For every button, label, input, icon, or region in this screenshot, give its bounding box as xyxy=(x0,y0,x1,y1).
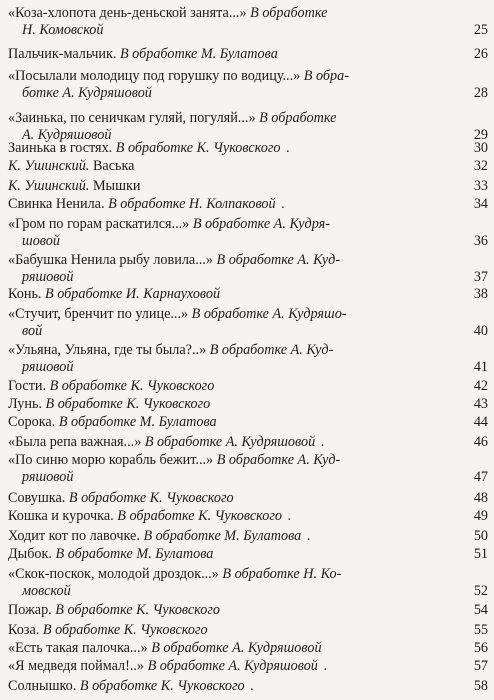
entry-title: Гости. xyxy=(8,378,47,394)
leader-dots: . xyxy=(244,678,256,694)
entry-credit: ботке А. Кудряшовой xyxy=(22,85,152,101)
leader-dots: . xyxy=(317,658,329,674)
toc-entry xyxy=(8,640,488,657)
entry-credit: В обработке М. Булатова xyxy=(55,414,217,430)
page-number: 56 xyxy=(473,640,488,656)
entry-credit: В обработке М. Булатова xyxy=(116,46,278,62)
entry-title: Кошка и курочка. xyxy=(8,508,114,524)
page-number: 44 xyxy=(473,414,488,430)
entry-credit: В обработке xyxy=(255,110,337,126)
entry-credit: В обработке К. Чуковского xyxy=(113,508,282,524)
entry-title: Пальчик-мальчик. xyxy=(8,46,117,62)
entry-credit: В обработке А. Куд- xyxy=(212,252,341,268)
toc-entry-line xyxy=(8,658,488,675)
toc-entry-line xyxy=(8,158,488,175)
entry-credit: В обработке К. Чуковского xyxy=(65,490,234,506)
leader-dots: . xyxy=(280,140,292,156)
toc-entry-continuation xyxy=(8,233,488,250)
page-number: 38 xyxy=(473,286,488,302)
toc-entry-line xyxy=(8,546,488,563)
entry-credit: мовской xyxy=(22,583,71,599)
entry-title: «Гром по горам раскатился...» xyxy=(8,216,190,232)
entry-title: «Скок-поскок, молодой дроздок...» xyxy=(8,566,219,582)
page-number: 50 xyxy=(473,528,488,544)
page-number: 34 xyxy=(473,196,488,212)
toc-entry-line xyxy=(8,140,488,157)
entry-credit: вой xyxy=(22,323,43,339)
entry-credit: В обработке А. Кудряшовой xyxy=(144,658,318,674)
entry-credit: В обработке И. Карнауховой xyxy=(41,286,221,302)
entry-credit: Н. Комовской xyxy=(22,22,104,38)
toc-entry xyxy=(8,414,488,431)
leader-dots: . xyxy=(281,508,294,524)
toc-entry-line xyxy=(8,110,470,127)
entry-title: Совушка. xyxy=(8,490,66,506)
toc-entry xyxy=(8,678,488,695)
entry-title: Дыбок. xyxy=(8,546,52,562)
toc-entry-line xyxy=(8,216,470,233)
toc-entry-continuation xyxy=(8,469,488,486)
entry-credit: А. Кудряшовой xyxy=(22,127,112,143)
toc-entry-continuation xyxy=(8,583,488,600)
entry-title: Заинька в гостях. xyxy=(8,140,113,156)
toc-entry xyxy=(8,140,488,157)
toc-entry-line xyxy=(8,434,488,451)
toc-entry-line xyxy=(8,5,470,22)
toc-entry-continuation xyxy=(8,22,488,39)
entry-title: Конь. xyxy=(8,286,42,302)
toc-entry xyxy=(8,658,488,675)
page-number: 33 xyxy=(473,178,488,194)
toc-entry-line xyxy=(8,602,488,619)
entry-credit: В обработке А. Кудряшовой xyxy=(147,640,322,656)
toc-entry-line xyxy=(8,46,488,63)
toc-entry xyxy=(8,178,488,195)
entry-title: Пожар. xyxy=(8,602,52,618)
toc-entry xyxy=(8,396,488,413)
toc-entry xyxy=(8,378,488,395)
page-number: 46 xyxy=(473,434,488,450)
page-number: 30 xyxy=(473,140,488,156)
leader-dots: . xyxy=(275,196,287,212)
entry-credit: К. Ушинский. xyxy=(8,158,90,174)
entry-title: Мышки xyxy=(89,178,141,194)
toc-entry xyxy=(8,602,488,619)
entry-credit: В обработке К. Чуковского xyxy=(112,140,281,156)
entry-title: Васька xyxy=(89,158,135,174)
page-number: 32 xyxy=(473,158,488,174)
toc-entry-continuation xyxy=(8,359,488,376)
toc-entry xyxy=(8,528,488,545)
entry-credit: В обработке А. Кудря- xyxy=(189,216,330,232)
entry-credit: В обработке Н. Колпаковой xyxy=(104,196,276,212)
toc-entry xyxy=(8,622,488,639)
toc-entry xyxy=(8,306,488,340)
toc-entry xyxy=(8,452,488,486)
toc-entry xyxy=(8,216,488,250)
entry-title: Коза. xyxy=(8,622,40,638)
toc-entry-line xyxy=(8,452,470,469)
entry-title: Лунь. xyxy=(8,396,42,412)
page-number: 54 xyxy=(473,602,488,618)
toc-entry xyxy=(8,110,488,144)
entry-credit: В обработке А. Кудряшо- xyxy=(188,306,347,322)
toc-entry-line xyxy=(8,528,488,545)
toc-entry-continuation xyxy=(8,269,488,286)
toc-entry-line xyxy=(8,490,488,507)
entry-credit: В обработке К. Чуковского xyxy=(51,602,221,618)
entry-credit: В обра- xyxy=(300,68,349,84)
entry-credit: ряшовой xyxy=(22,359,74,375)
toc-entry xyxy=(8,490,488,507)
entry-credit: шовой xyxy=(22,233,60,249)
entry-title: «Ульяна, Ульяна, где ты была?..» xyxy=(8,342,207,358)
toc-entry-line xyxy=(8,286,488,303)
page-number: 28 xyxy=(473,85,488,101)
toc-entry xyxy=(8,286,488,303)
entry-credit: В обработке А. Куд- xyxy=(213,452,341,468)
page-number: 36 xyxy=(473,233,488,249)
toc-entry xyxy=(8,196,488,213)
page-number: 52 xyxy=(473,583,488,599)
entry-title: «Стучит, бренчит по улице...» xyxy=(8,306,189,322)
entry-title: Солнышко. xyxy=(8,678,77,694)
toc-entry xyxy=(8,46,488,63)
page-number: 29 xyxy=(473,127,488,143)
entry-title: «Коза-хлопота день-деньской занята...» xyxy=(8,5,247,21)
toc-entry-continuation xyxy=(8,323,488,340)
toc-entry-line xyxy=(8,178,488,195)
toc-entry xyxy=(8,5,488,39)
entry-credit: В обработке К. Чуковского xyxy=(41,396,211,412)
toc-entry-line xyxy=(8,252,470,269)
entry-title: «Была репа важная...» xyxy=(8,434,142,450)
toc-entry xyxy=(8,158,488,175)
page-number: 41 xyxy=(473,359,488,375)
page-number: 43 xyxy=(473,396,488,412)
toc-entry xyxy=(8,342,488,376)
toc-entry-line xyxy=(8,196,488,213)
toc-entry-line xyxy=(8,640,488,657)
entry-credit: В обработке М. Булатова xyxy=(51,546,214,562)
page-number: 37 xyxy=(473,269,488,285)
toc-entry-line xyxy=(8,68,470,85)
entry-title: Ходит кот по лавочке. xyxy=(8,528,140,544)
page-number: 25 xyxy=(473,22,488,38)
page-number: 57 xyxy=(473,658,488,674)
toc-entry-line xyxy=(8,396,488,413)
entry-credit: В обработке К. Чуковского xyxy=(46,378,215,394)
entry-credit: ряшовой xyxy=(22,469,74,485)
entry-title: «Я медведя поймал!..» xyxy=(8,658,145,674)
page-number: 42 xyxy=(473,378,488,394)
entry-credit: В обработке Н. Ко- xyxy=(218,566,342,582)
entry-credit: В обработке xyxy=(246,5,328,21)
page-number: 26 xyxy=(473,46,488,62)
entry-credit: В обработке К. Чуковского xyxy=(39,622,208,638)
page-number: 51 xyxy=(473,546,488,562)
entry-credit: К. Ушинский. xyxy=(8,178,90,194)
entry-credit: В обработке К. Чуковского xyxy=(76,678,245,694)
toc-entry-line xyxy=(8,622,488,639)
leader-dots: . xyxy=(301,528,313,544)
toc-entry xyxy=(8,546,488,563)
entry-title: Свинка Ненила. xyxy=(8,196,105,212)
entry-title: Сорока. xyxy=(8,414,56,430)
toc-entry xyxy=(8,566,488,600)
toc-entry-line xyxy=(8,678,488,695)
leader-dots: . xyxy=(315,434,327,450)
toc-entry-line xyxy=(8,414,488,431)
toc-entry-line xyxy=(8,508,488,525)
toc-entry xyxy=(8,68,488,102)
entry-title: «Есть такая палочка...» xyxy=(8,640,148,656)
page-number: 40 xyxy=(473,323,488,339)
toc-entry xyxy=(8,508,488,525)
toc-entry xyxy=(8,434,488,451)
entry-title: «Бабушка Ненила рыбу ловила...» xyxy=(8,252,213,268)
page-number: 58 xyxy=(473,678,488,694)
toc-entry-line xyxy=(8,306,470,323)
page-number: 49 xyxy=(473,508,488,524)
page-number: 47 xyxy=(473,469,488,485)
entry-credit: В обработке А. Куд- xyxy=(206,342,334,358)
entry-title: «По синю морю корабль бежит...» xyxy=(8,452,214,468)
page-number: 55 xyxy=(473,622,488,638)
toc-entry xyxy=(8,252,488,286)
entry-credit: В обработке М. Булатова xyxy=(139,528,302,544)
entry-credit: ряшовой xyxy=(22,269,74,285)
toc-entry-line xyxy=(8,566,470,583)
entry-title: «Посылали молодицу под горушку по водицу...» xyxy=(8,68,301,84)
toc-entry-line xyxy=(8,378,488,395)
toc-entry-continuation xyxy=(8,85,488,102)
toc-entry-line xyxy=(8,342,470,359)
page-number: 48 xyxy=(473,490,488,506)
entry-title: «Заинька, по сеничкам гуляй, погуляй...» xyxy=(8,110,256,126)
entry-credit: В обработке А. Кудряшовой xyxy=(141,434,316,450)
